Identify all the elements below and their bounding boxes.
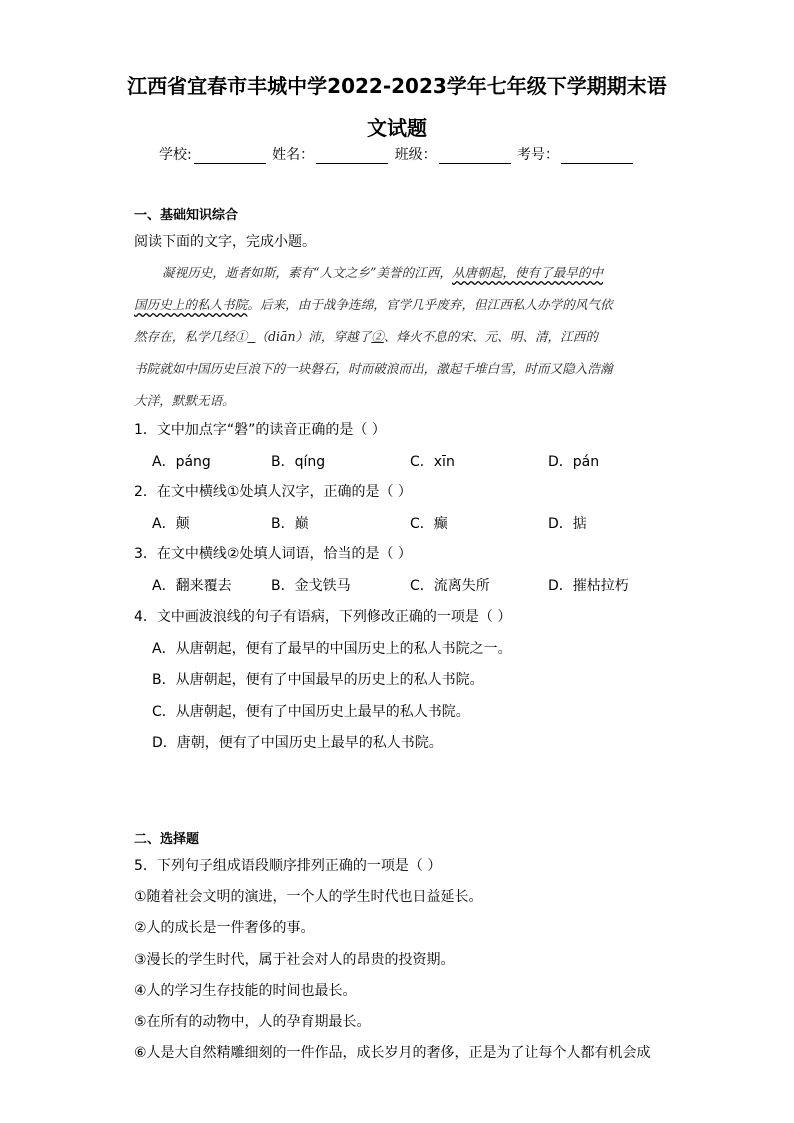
passage-text: 。后来，由于战争连绵，官学几乎废弃，但江西私人办学的风气依 [247, 297, 613, 312]
exam-no-label: 考号： [517, 147, 560, 163]
passage-line-2 [134, 294, 613, 313]
question-2-stem: 2．在文中横线①处填人汉字，正确的是（ ） [134, 484, 412, 500]
sentence-6: ⑥人是大自然精雕细刻的一件作品，成长岁月的奢侈，正是为了让每个人都有机会成 [134, 1045, 651, 1061]
class-label: 班级： [394, 147, 437, 163]
passage-text: 然存在，私学几经① [134, 329, 248, 344]
q1-option-c[interactable]: C．xīn [410, 454, 455, 470]
passage-line-5: 大洋，默默无语。 [134, 393, 235, 408]
q4-option-c[interactable]: C．从唐朝起，便有了中国历史上最早的私人书院。 [152, 704, 470, 720]
passage-line-1 [162, 262, 603, 281]
sentence-5: ⑤在所有的动物中，人的孕育期最长。 [134, 1014, 371, 1030]
sentence-1: ①随着社会文明的演进，一个人的学生时代也日益延长。 [134, 889, 483, 905]
sentence-4: ④人的学习生存技能的时间也最长。 [134, 983, 357, 999]
name-blank [316, 149, 388, 164]
title-line-2: 文试题 [367, 116, 427, 140]
q4-option-d[interactable]: D．唐朝，便有了中国历史上最早的私人书院。 [152, 735, 443, 751]
passage-line-3 [134, 326, 598, 345]
sentence-2: ②人的成长是一件奢侈的事。 [134, 920, 315, 936]
wavy-sentence: 国历史上的私人书院 [134, 297, 248, 312]
q2-option-b[interactable]: B．巅 [271, 516, 309, 532]
school-blank [194, 149, 266, 164]
school-label: 学校: [158, 147, 192, 163]
q3-option-a[interactable]: A．翻来覆去 [152, 578, 232, 594]
q2-option-d[interactable]: D．掂 [548, 516, 587, 532]
q3-option-d[interactable]: D．摧枯拉朽 [548, 578, 629, 594]
q3-option-b[interactable]: B．金戈铁马 [271, 578, 351, 594]
q1-option-b[interactable]: B．qíng [271, 454, 326, 470]
name-label: 姓名： [272, 147, 315, 163]
passage-text: 凝视历史，逝者如斯，素有“人文之乡”美誉的江西， [162, 265, 452, 280]
student-info [0, 144, 794, 164]
title-line-1: 江西省宜春市丰城中学2022-2023学年七年级下学期期末语 [127, 74, 667, 98]
section-1-intro: 阅读下面的文字，完成小题。 [134, 234, 316, 250]
question-3-stem: 3．在文中横线②处填人词语，恰当的是（ ） [134, 546, 412, 562]
passage-text: （diān）沛，穿越了 [255, 329, 372, 344]
wavy-sentence: 从唐朝起，使有了最早的中 [451, 265, 604, 280]
question-5-stem: 5．下列句子组成语段顺序排列正确的一项是（ ） [134, 858, 442, 874]
exam-no-blank [561, 149, 633, 164]
q4-option-a[interactable]: A．从唐朝起，便有了最早的中国历史上的私人书院之一。 [152, 641, 512, 657]
sentence-3: ③漫长的学生时代，属于社会对人的昂贵的投资期。 [134, 952, 455, 968]
q1-option-a[interactable]: A．páng [152, 454, 211, 470]
q2-option-a[interactable]: A．颠 [152, 516, 190, 532]
question-1-stem: 1．文中加点字“磐”的读音正确的是（ ） [134, 422, 386, 438]
passage-text: 、烽火不息的宋、元、明、清，江西的 [383, 329, 598, 344]
section-1-heading: 一、基础知识综合 [134, 208, 239, 223]
q2-option-c[interactable]: C．癫 [410, 516, 448, 532]
q4-option-b[interactable]: B．从唐朝起，便有了中国最早的历史上的私人书院。 [152, 672, 484, 688]
section-2-heading: 二、选择题 [134, 832, 200, 847]
q1-option-d[interactable]: D．pán [548, 454, 600, 470]
question-4-stem: 4．文中画波浪线的句子有语病，下列修改正确的一项是（ ） [134, 609, 512, 625]
passage-line-4: 书院就如中国历史巨浪下的一块磐石，时而破浪而出，激起千堆白雪，时而又隐入浩瀚 [134, 361, 613, 376]
class-blank [439, 149, 511, 164]
q3-option-c[interactable]: C．流离失所 [410, 578, 490, 594]
blank-2: ② [371, 329, 384, 344]
